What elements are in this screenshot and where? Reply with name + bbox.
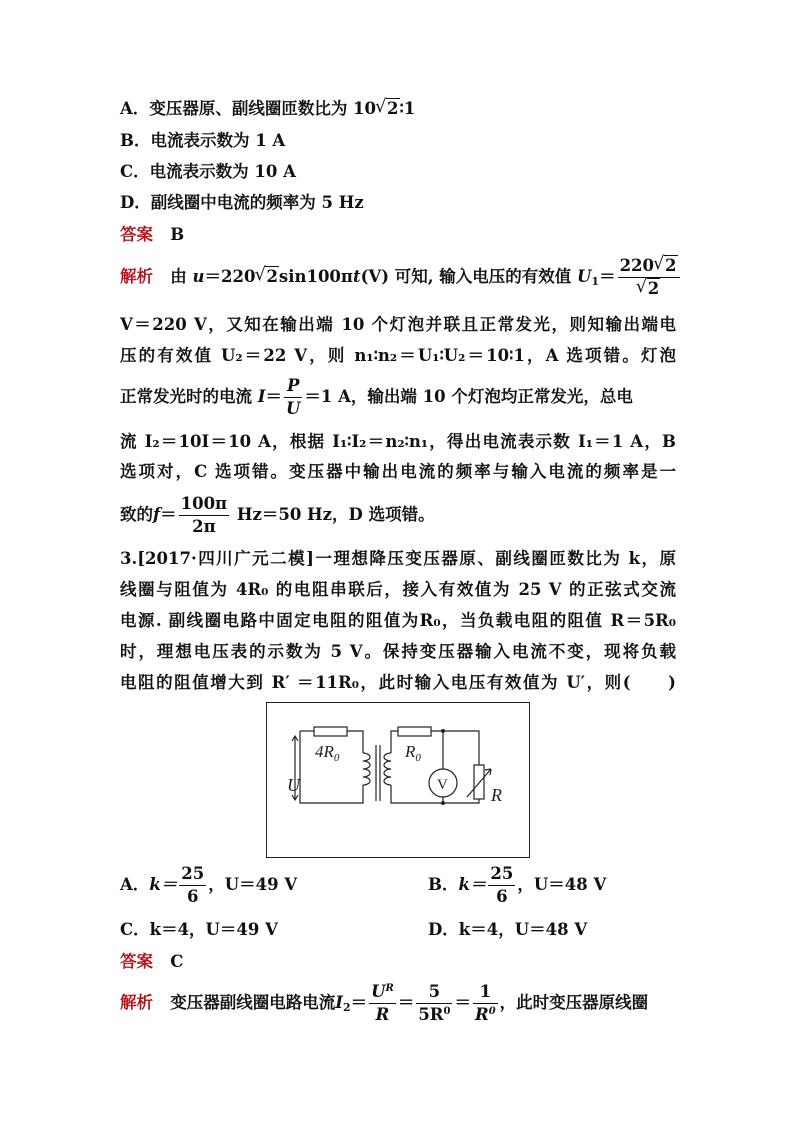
fraction-frequency: $\frac{100\pi}{2\pi}$	[180, 494, 228, 536]
analysis-q2-line5: 流 I₂＝10I＝10 A，根据 I₁∶I₂＝n₂∶n₁，得出电流表示数 I₁＝1 A，B	[120, 432, 676, 451]
junction-top	[441, 729, 445, 733]
question3-line3: 电源. 副线圈电路中固定电阻的阻值为R₀，当负载电阻的阻值 R＝5R₀	[120, 611, 676, 630]
answer-value: C	[170, 952, 184, 971]
question3-line4: 时，理想电压表的示数为 5 V。保持变压器输入电流不变，现将负载	[120, 642, 676, 661]
option-b-q2: B．电流表示数为 1 A	[120, 131, 286, 150]
analysis-q3-line1: 解析 变压器副线圈电路电流$I_2=$ $\frac{U^R}{R}$ ＝ $\frac{5}{5R^0}$ ＝ $\frac{1}{R^0}$ ，此时变压器原线圈	[120, 982, 649, 1024]
load-resistor	[474, 765, 484, 799]
circuit-diagram	[266, 702, 530, 858]
question3-line5: 电阻的阻值增大到 R′ ＝11R₀，此时输入电压有效值为 U′，则( )	[120, 673, 676, 692]
resistor-4r0	[314, 727, 347, 736]
analysis-q2-line4: 正常发光时的电流 I＝ $\frac{P}{U}$ ＝1 A，输出端 10 个灯泡均正常发光，总电	[120, 376, 633, 418]
sqrt-symbol: √ 2	[376, 97, 399, 121]
option-d-q2: D．副线圈中电流的频率为 5 Hz	[120, 193, 364, 212]
option-c-q3: C．k＝4，U＝49 V	[120, 920, 278, 939]
answer-label: 答案	[120, 225, 153, 244]
answer-q3	[120, 950, 676, 974]
label-u: U	[287, 775, 300, 795]
analysis-label: 解析	[120, 267, 153, 286]
label-r0: $R_0$	[405, 742, 421, 764]
analysis-label: 解析	[120, 993, 153, 1012]
question3-line2: 线圈与阻值为 4R₀ 的电阻串联后，接入有效值为 25 V 的正弦式交流	[120, 580, 676, 599]
option-a-q2: A．变压器原、副线圈匝数比为 10√ 2∶1	[120, 97, 676, 121]
wire-primary-top-right	[347, 731, 363, 753]
answer-value: B	[170, 225, 185, 244]
junction-bottom	[441, 801, 445, 805]
analysis-q2-line7: 致的f＝ $\frac{100\pi}{2\pi}$ Hz＝50 Hz，D 选项错。	[120, 494, 435, 536]
label-r: R	[491, 785, 502, 805]
primary-coil	[363, 753, 370, 785]
wire-secondary-top-right	[431, 731, 479, 765]
option-d-q3: D．k＝4，U＝48 V	[428, 920, 588, 939]
circuit-svg	[267, 703, 529, 857]
resistor-r0	[398, 727, 431, 736]
analysis-q2-line2: V＝220 V，又知在输出端 10 个灯泡并联且正常发光，则知输出端电	[120, 315, 676, 334]
answer-q2	[120, 223, 676, 247]
fraction-u1: 220√ 2 √ 2	[618, 255, 680, 300]
option-c-q2: C．电流表示数为 10 A	[120, 162, 296, 181]
option-a-q3: A．k＝ $\frac{25}{6}$ ，U＝49 V	[120, 864, 298, 906]
question3-line1: 3.[2017·四川广元二模]一理想降压变压器原、副线圈匝数比为 k，原	[120, 549, 676, 568]
label-4r0: $4R_0$	[315, 742, 340, 764]
option-b-q3: B．k＝ $\frac{25}{6}$ ，U＝48 V	[428, 864, 607, 906]
analysis-q2-line6: 选项对，C 选项错。变压器中输出电流的频率与输入电流的频率是一	[120, 462, 676, 481]
analysis-q2-line3: 压的有效值 U₂＝22 V，则 n₁∶n₂＝U₁∶U₂＝10∶1，A 选项错。灯泡	[120, 346, 676, 365]
fraction-p-over-u: $\frac{P}{U}$	[285, 376, 301, 418]
label-v: V	[437, 777, 448, 793]
secondary-coil	[384, 753, 391, 785]
wire-secondary-top-left	[391, 731, 398, 753]
answer-label: 答案	[120, 952, 153, 971]
analysis-q2-line1: 解析 由 u＝220√ 2sin100πt(V) 可知, 输入电压的有效值 $U_1=$ 220√ 2 √ 2	[120, 254, 676, 300]
